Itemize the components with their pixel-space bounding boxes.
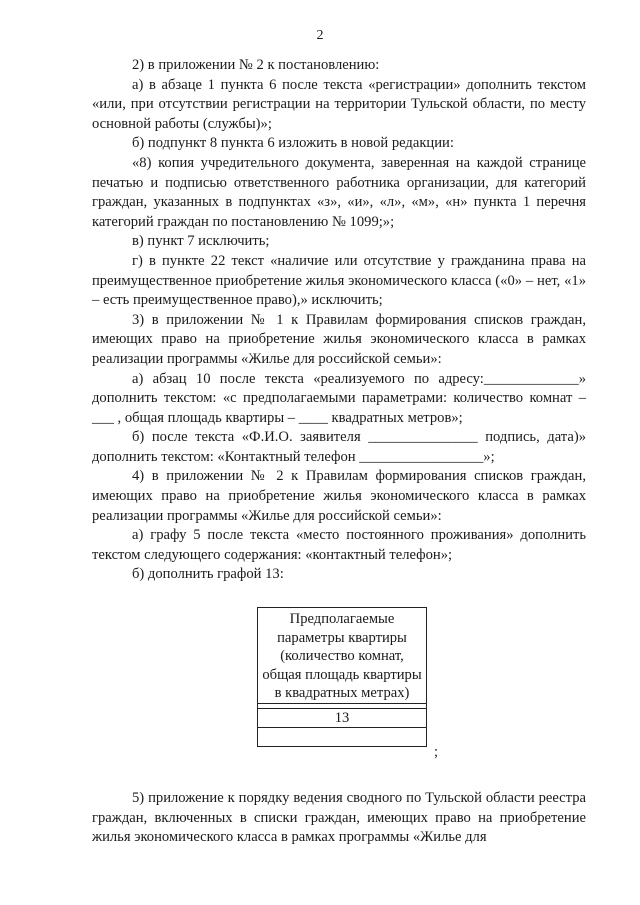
paragraph: б) после текста «Ф.И.О. заявителя _______________ подпись, дата)» дополнить текстом: «Контактный телефон _________________»; — [92, 429, 586, 465]
paragraph: б) дополнить графой 13: — [132, 566, 284, 583]
paragraph: а) графу 5 после текста «место постоянного проживания» дополнить текстом следующего содержания: «контактный телефон»; — [92, 527, 586, 563]
column-13-table-wrap — [92, 607, 586, 767]
column-13-table — [257, 607, 427, 747]
paragraph: «8) копия учредительного документа, заверенная на каждой странице печатью и подписью ответственного работника организации, для категорий граждан, указанных в подпунктах «з», «и», «л», «м», «н» пункта 1 перечня категорий граждан по постановлению № 1099;»; — [92, 154, 586, 230]
paragraph: 5) приложение к порядку ведения сводного по Тульской области реестра граждан, включенных в списки граждан, имеющих право на приобретение жилья экономического класса в рамках программы «Жилье для — [92, 790, 586, 846]
paragraph: а) абзац 10 после текста «реализуемого по адресу:_____________» дополнить текстом: «с предполагаемыми параметрами: количество комнат – ___ , общая площадь квартиры – ____ квадратных метров»; — [92, 370, 586, 426]
paragraph: в) пункт 7 исключить; — [132, 233, 270, 250]
document-body — [92, 56, 586, 848]
column-13-number: 13 — [258, 708, 427, 728]
paragraph: г) в пункте 22 текст «наличие или отсутствие у гражданина права на преимущественное приобретение жилья экономического класса («0» – нет, «1» – есть преимущественное право),» исключить; — [92, 252, 586, 309]
paragraph: 3) в приложении № 1 к Правилам формирования списков граждан, имеющих право на приобретение жилья экономического класса в рамках реализации программы «Жилье для российской семьи»: — [92, 311, 586, 367]
paragraph: а) в абзаце 1 пункта 6 после текста «регистрации» дополнить текстом «или, при отсутствии регистрации на территории Тульской области, по месту основной работы (службы)»; — [92, 76, 586, 132]
page-number: 2 — [316, 28, 324, 43]
column-13-empty-row — [258, 728, 427, 747]
table-trailing-semicolon: ; — [434, 744, 439, 761]
paragraph: 4) в приложении № 2 к Правилам формирования списков граждан, имеющих право на приобретение жилья экономического класса в рамках реализации программы «Жилье для российской семьи»: — [92, 468, 586, 524]
paragraph: б) подпункт 8 пункта 6 изложить в новой редакции: — [132, 135, 454, 152]
column-13-header: Предполагаемые параметры квартиры (количество комнат, общая площадь квартиры в квадратных метрах) — [258, 608, 427, 704]
paragraph: 2) в приложении № 2 к постановлению: — [132, 57, 380, 73]
